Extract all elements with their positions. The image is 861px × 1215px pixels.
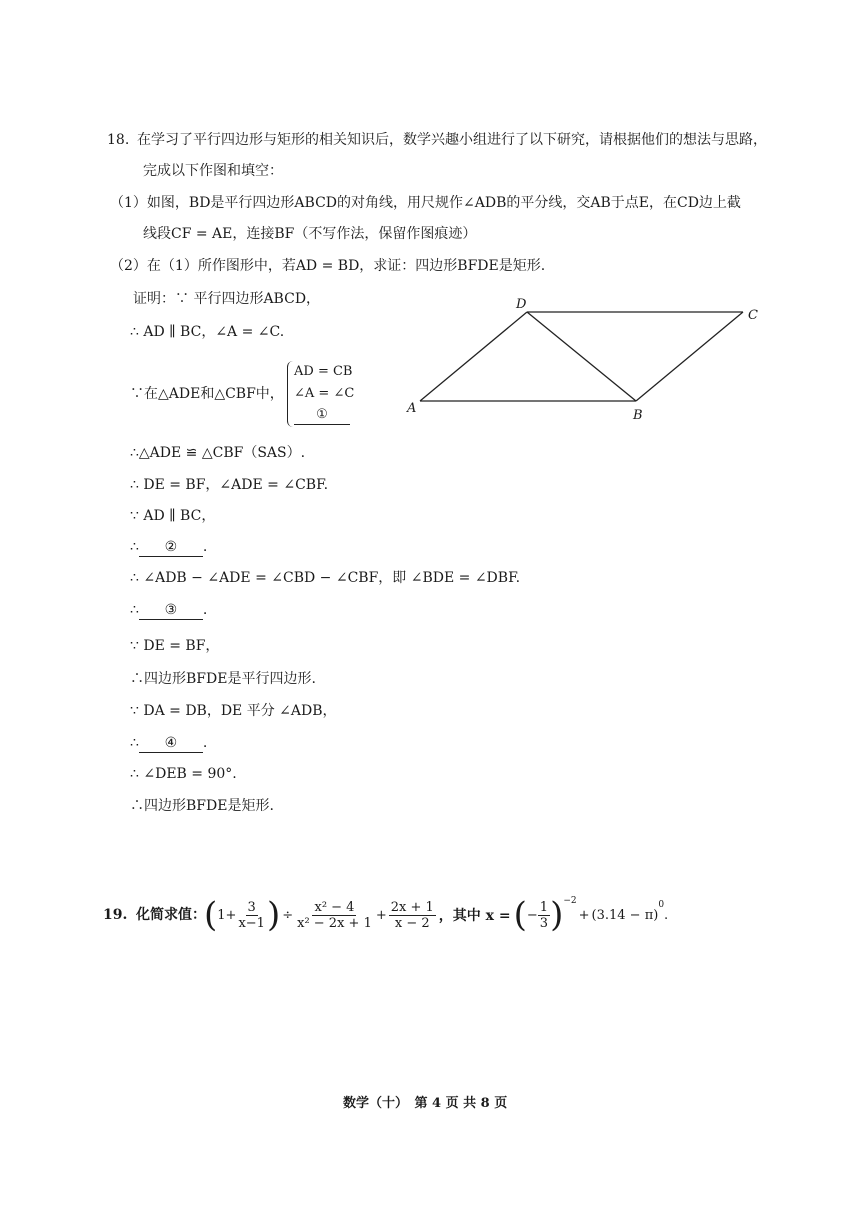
- q18-part1-line2: 线段CF = AE，连接BF（不写作法，保留作图痕迹）: [143, 226, 477, 242]
- proof-line-5: ∴ DE = BF，∠ADE = ∠CBF.: [130, 477, 329, 493]
- proof-line-3: ∵在△ADE和△CBF中，: [130, 386, 284, 402]
- proof-line-2: ∴ AD ∥ BC，∠A = ∠C.: [130, 324, 285, 340]
- proof-line-11: ∴四边形BFDE是平行四边形.: [130, 671, 316, 687]
- brace-blank-1: ①: [294, 406, 350, 425]
- end-period: .: [664, 907, 669, 923]
- side-AD: [420, 312, 527, 401]
- plus-sign: +: [375, 907, 387, 923]
- proof-line-8: ∴ ∠ADB − ∠ADE = ∠CBD − ∠CBF，即 ∠BDE = ∠DBF.: [130, 570, 521, 586]
- parallelogram-figure: [400, 295, 780, 425]
- therefore-symbol: ∴: [130, 735, 139, 751]
- q18-intro-line2: 完成以下作图和填空：: [143, 163, 283, 179]
- blank-4: ④: [139, 734, 203, 753]
- minus-sign: −: [526, 907, 538, 923]
- blank-3: ③: [139, 601, 203, 620]
- label-C: C: [748, 308, 758, 323]
- label-D: D: [516, 297, 527, 312]
- q18-intro-line1: 在学习了平行四边形与矩形的相关知识后，数学兴趣小组进行了以下研究，请根据他们的想法与思路，: [137, 132, 767, 148]
- proof-line-12: ∵ DA = DB，DE 平分 ∠ADB，: [130, 703, 337, 719]
- label-B: B: [633, 408, 643, 423]
- pi-term: (3.14 − π): [591, 907, 659, 923]
- fraction-2: $\frac{\text{x² − 4}}{\text{x² − 2x + 1}}$: [297, 899, 372, 931]
- q19-number: 19.: [103, 907, 128, 923]
- fraction-1: $\frac{3}{x-1}$: [238, 899, 265, 931]
- side-CB: [636, 312, 743, 401]
- blank-2: ②: [139, 538, 203, 557]
- proof-line-13: ∴ ④ .: [130, 735, 208, 751]
- label-A: A: [407, 401, 417, 416]
- exponent-2: 0: [658, 900, 665, 910]
- page-footer: 数学（十） 第 4 页 共 8 页: [343, 1096, 508, 1111]
- proof-line-1: 证明：∵ 平行四边形ABCD，: [133, 291, 321, 307]
- paren-open-2: (: [513, 895, 527, 935]
- proof-line-14: ∴ ∠DEB = 90°.: [130, 766, 237, 782]
- q18-number: 18.: [107, 132, 130, 148]
- diagonal-BD: [527, 312, 636, 401]
- exponent-1: −2: [563, 896, 577, 906]
- plus-sign-2: +: [578, 907, 590, 923]
- divide-sign: ÷: [282, 907, 294, 923]
- congruence-brace: [287, 361, 355, 427]
- paren-close: ): [266, 895, 281, 935]
- proof-line-10: ∵ DE = BF，: [130, 638, 220, 654]
- therefore-symbol: ∴: [130, 602, 139, 618]
- q19-prefix: 化简求值：: [136, 907, 206, 923]
- where-text: ，其中 x =: [438, 908, 511, 924]
- q18-part1-line1: （1）如图，BD是平行四边形ABCD的对角线，用尺规作∠ADB的平分线，交AB于点E，在CD边上截: [110, 195, 741, 211]
- proof-line-15: ∴四边形BFDE是矩形.: [130, 798, 274, 814]
- fraction-4: $\frac{1}{3}$: [539, 899, 549, 931]
- fraction-3: $\frac{2x + 1}{x - 2}$: [390, 899, 434, 931]
- brace-condition-1: AD = CB: [294, 364, 353, 379]
- q19-expression: [204, 890, 668, 940]
- proof-line-9: ∴ ③ .: [130, 602, 208, 618]
- paren-close-2: ): [550, 895, 564, 935]
- proof-line-7: ∴ ② .: [130, 539, 208, 555]
- therefore-symbol: ∴: [130, 539, 139, 555]
- q18-part2: （2）在（1）所作图形中，若AD = BD，求证：四边形BFDE是矩形.: [110, 258, 546, 274]
- paren-open: (: [204, 895, 218, 935]
- proof-line-6: ∵ AD ∥ BC，: [130, 508, 216, 524]
- proof-line-4: ∴△ADE ≌ △CBF（SAS）.: [130, 445, 306, 461]
- brace-condition-2: ∠A = ∠C: [294, 386, 355, 401]
- one-plus: 1+: [217, 907, 237, 923]
